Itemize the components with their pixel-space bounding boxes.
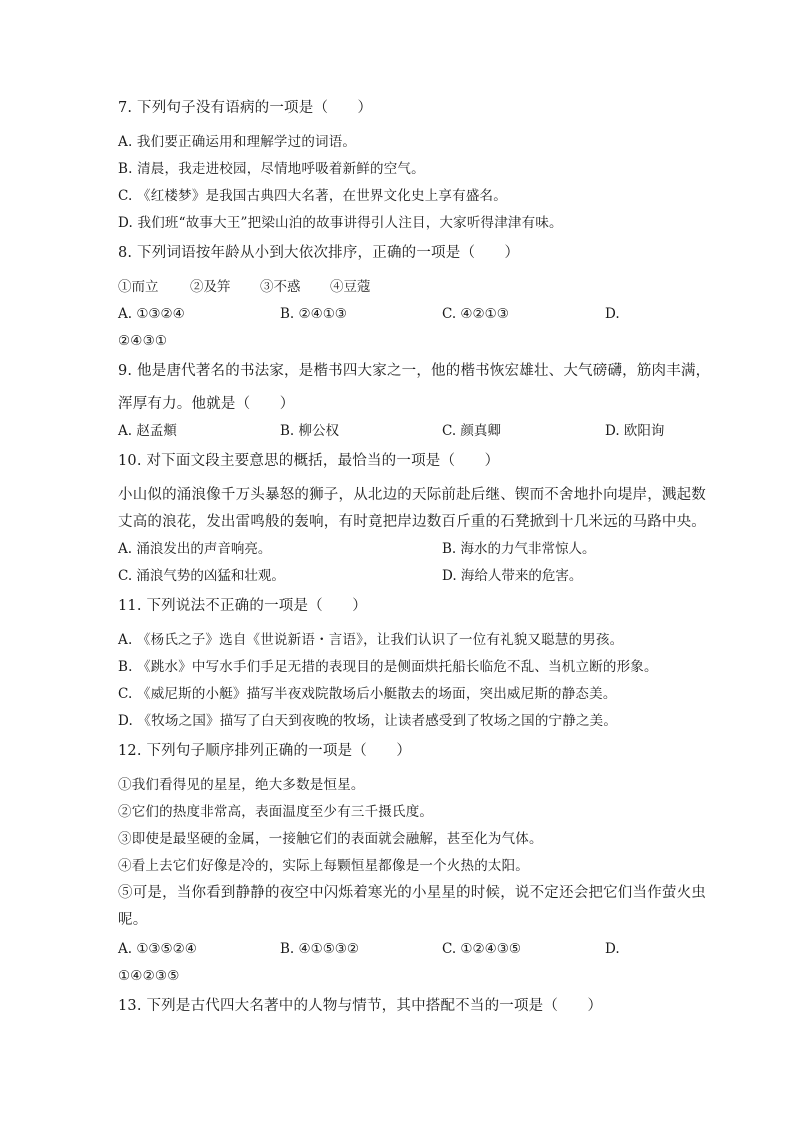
q12-option-a: A. ①③⑤②④ <box>118 941 197 957</box>
q8-word-row <box>0 278 794 296</box>
q11-stem: 11. 下列说法不正确的一项是（ ） <box>118 598 367 614</box>
q7-option-c: C. 《红楼梦》是我国古典四大名著，在世界文化史上享有盛名。 <box>118 188 507 204</box>
q11-option-d: D. 《牧场之国》描写了白天到夜晚的牧场，让读者感受到了牧场之国的宁静之美。 <box>118 713 618 729</box>
q9-option-d: D. 欧阳询 <box>605 423 665 439</box>
q12-option-c: C. ①②④③⑤ <box>442 941 521 957</box>
q8-option-a: A. ①③②④ <box>118 306 185 322</box>
q13-stem: 13. 下列是古代四大名著中的人物与情节，其中搭配不当的一项是（ ） <box>118 998 603 1014</box>
q7-option-a: A. 我们要正确运用和理解学过的词语。 <box>118 134 357 150</box>
q9-stem-line2: 浑厚有力。他就是（ ） <box>118 396 295 412</box>
q12-sentence-3: ③即使是最坚硬的金属，一接触它们的表面就会融解，甚至化为气体。 <box>118 831 543 847</box>
q9-option-a: A. 赵孟頫 <box>118 423 177 439</box>
q9-option-row <box>0 422 794 440</box>
q12-sentence-1: ①我们看得见的星星，绝大多数是恒星。 <box>118 777 365 793</box>
q10-option-a: A. 涌浪发出的声音响亮。 <box>118 541 272 557</box>
q12-option-d-wrap: ①④②③⑤ <box>118 968 180 984</box>
q8-word-1: ①而立 <box>118 279 159 295</box>
q8-word-4: ④豆蔻 <box>330 279 371 295</box>
q12-option-b: B. ④①⑤③② <box>280 941 360 957</box>
q7-option-d: D. 我们班“故事大王”把梁山泊的故事讲得引人注目，大家听得津津有味。 <box>118 215 563 231</box>
q12-option-d: D. <box>605 941 620 957</box>
q8-option-c: C. ④②①③ <box>442 306 509 322</box>
q11-option-c: C. 《威尼斯的小艇》描写半夜戏院散场后小艇散去的场面，突出威尼斯的静态美。 <box>118 686 617 702</box>
q12-stem: 12. 下列句子顺序排列正确的一项是（ ） <box>118 743 412 759</box>
q9-option-c: C. 颜真卿 <box>442 423 501 439</box>
q9-stem-line1: 9. 他是唐代著名的书法家，是楷书四大家之一，他的楷书恢宏雄壮、大气磅礴，筋肉丰满， <box>118 363 711 379</box>
q8-option-b: B. ②④①③ <box>280 306 347 322</box>
q8-option-row <box>0 305 794 323</box>
q8-word-3: ③不惑 <box>260 279 301 295</box>
q8-option-d: D. <box>605 306 620 322</box>
q9-option-b: B. 柳公权 <box>280 423 340 439</box>
q10-passage-line1: 小山似的涌浪像千万头暴怒的狮子，从北边的天际前赴后继、锲而不舍地扑向堤岸，溅起数 <box>118 487 706 503</box>
q12-sentence-5: ⑤可是，当你看到静静的夜空中闪烁着寒光的小星星的时候，说不定还会把它们当作萤火虫 <box>118 885 706 901</box>
q10-option-c: C. 涌浪气势的凶猛和壮观。 <box>118 568 285 584</box>
q12-option-row <box>0 940 794 958</box>
q8-stem: 8. 下列词语按年龄从小到大依次排序，正确的一项是（ ） <box>118 245 520 261</box>
q8-option-d-wrap: ②④③① <box>118 333 168 349</box>
q12-sentence-2: ②它们的热度非常高，表面温度至少有三千摄氏度。 <box>118 804 434 820</box>
q11-option-b: B. 《跳水》中写水手们手足无措的表现目的是侧面烘托船长临危不乱、当机立断的形象。 <box>118 659 658 675</box>
q12-sentence-5-wrap: 呢。 <box>118 912 148 928</box>
q7-option-b: B. 清晨，我走进校园，尽情地呼吸着新鲜的空气。 <box>118 161 425 177</box>
q10-option-row-1 <box>0 540 794 558</box>
q10-stem: 10. 对下面文段主要意思的概括，最恰当的一项是（ ） <box>118 453 500 469</box>
q10-option-b: B. 海水的力气非常惊人。 <box>442 541 596 557</box>
q10-passage-line2: 丈高的浪花，发出雷鸣般的轰响，有时竟把岸边数百斤重的石凳掀到十几米远的马路中央。 <box>118 514 706 530</box>
q8-word-2: ②及笄 <box>190 279 231 295</box>
q7-stem: 7. 下列句子没有语病的一项是（ ） <box>118 100 373 116</box>
q12-sentence-4: ④看上去它们好像是冷的，实际上每颗恒星都像是一个火热的太阳。 <box>118 858 529 874</box>
q10-option-row-2 <box>0 567 794 585</box>
q11-option-a: A. 《杨氏之子》选自《世说新语・言语》，让我们认识了一位有礼貌又聪慧的男孩。 <box>118 632 624 648</box>
q10-option-d: D. 海给人带来的危害。 <box>442 568 583 584</box>
